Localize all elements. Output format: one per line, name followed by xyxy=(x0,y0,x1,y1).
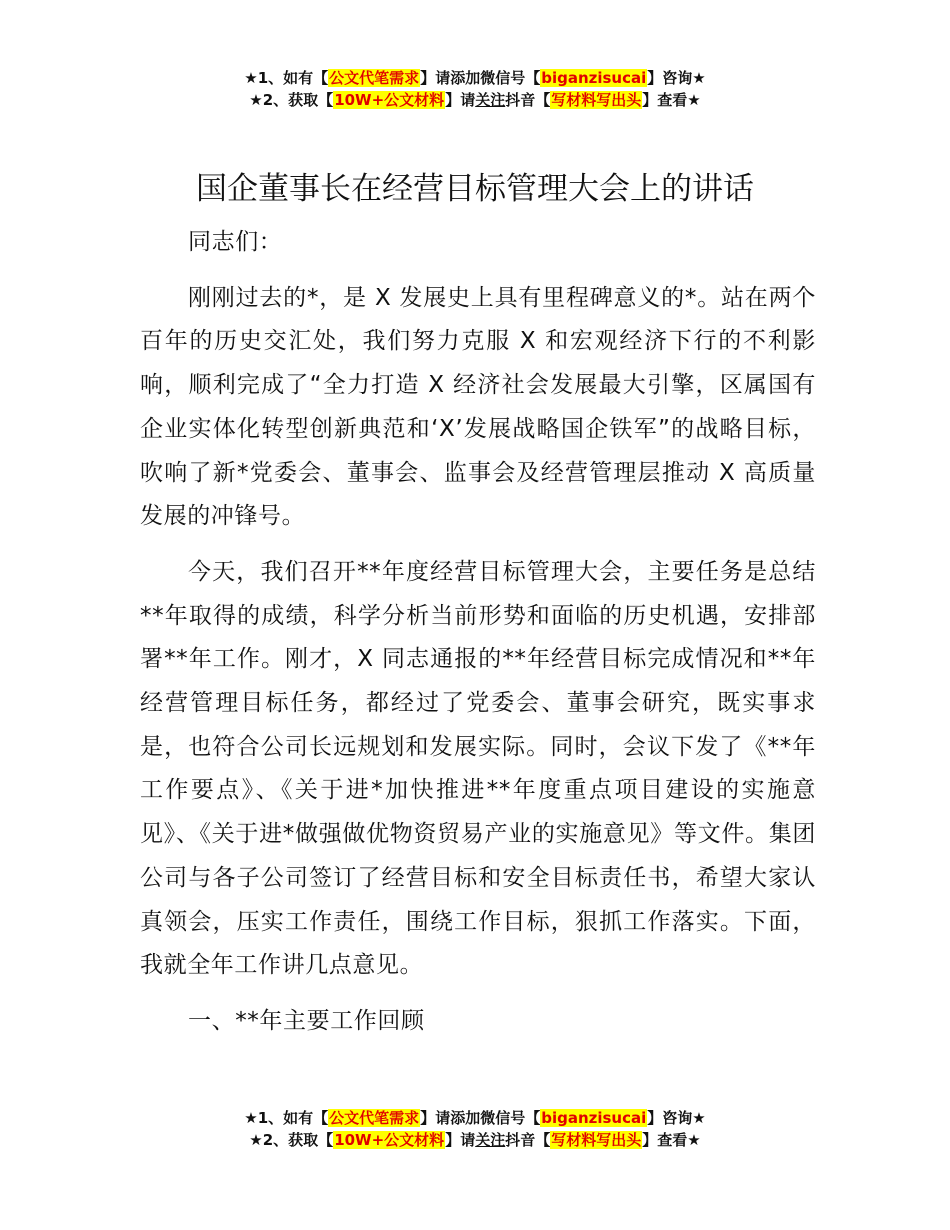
section-heading: 一、**年主要工作回顾 xyxy=(188,1007,425,1034)
banner-highlight: 10W+公文材料 xyxy=(334,1131,445,1149)
banner-text: ★2、获取【 xyxy=(249,1131,334,1149)
document-title: 国企董事长在经营目标管理大会上的讲话 xyxy=(196,171,754,207)
banner-text: 】请 xyxy=(445,1131,476,1149)
banner-text: ★1、如有【 xyxy=(244,1109,329,1127)
banner-line-1 xyxy=(0,1107,950,1129)
banner-text: ★1、如有【 xyxy=(244,69,329,87)
banner-highlight-wechat-id: biganzisucai xyxy=(541,69,647,87)
banner-text: 】咨询★ xyxy=(647,1109,706,1127)
banner-text: 抖音【 xyxy=(505,91,551,109)
banner-highlight-wechat-id: biganzisucai xyxy=(541,1109,647,1127)
banner-line-1 xyxy=(0,67,950,89)
banner-text: 】请添加微信号【 xyxy=(420,69,541,87)
banner-highlight-account: 写材料写出头 xyxy=(551,91,642,109)
banner-highlight: 公文代笔需求 xyxy=(329,1109,420,1127)
top-banner xyxy=(0,67,950,111)
banner-underlined-text: 关注 xyxy=(475,91,506,109)
banner-highlight-account: 写材料写出头 xyxy=(551,1131,642,1149)
banner-text: 】请 xyxy=(445,91,476,109)
banner-line-2 xyxy=(0,89,950,111)
document-body xyxy=(140,221,816,1044)
banner-text: 】咨询★ xyxy=(647,69,706,87)
banner-text: 抖音【 xyxy=(505,1131,551,1149)
banner-highlight: 公文代笔需求 xyxy=(329,69,420,87)
paragraph: 刚刚过去的*，是 X 发展史上具有里程碑意义的*。站在两个百年的历史交汇处，我们努力克服 X 和宏观经济下行的不利影响，顺利完成了“全力打造 X 经济社会发展最大引擎，区属国有企业实体化转型创新典范和‘X’发展战略国企铁军”的战略目标，吹响了新*党委会、董事会、监事会及经营管理层推动 X 高质量发展的冲锋号。 xyxy=(140,284,816,530)
banner-text: 】查看★ xyxy=(642,91,701,109)
banner-highlight: 10W+公文材料 xyxy=(334,91,445,109)
banner-text: 】请添加微信号【 xyxy=(420,1109,541,1127)
banner-text: ★2、获取【 xyxy=(249,91,334,109)
paragraph: 今天，我们召开**年度经营目标管理大会，主要任务是总结**年取得的成绩，科学分析当前形势和面临的历史机遇，安排部署**年工作。刚才，X 同志通报的**年经营目标完成情况和**年经营管理目标任务，都经过了党委会、董事会研究，既实事求是，也符合公司长远规划和发展实际。同时，会议下发了《**年工作要点》、《关于进*加快推进**年度重点项目建设的实施意见》、《关于进*做强做优物资贸易产业的实施意见》等文件。集团公司与各子公司签订了经营目标和安全目标责任书，希望大家认真领会，压实工作责任，围绕工作目标，狠抓工作落实。下面，我就全年工作讲几点意见。 xyxy=(140,558,816,979)
greeting: 同志们： xyxy=(188,229,283,255)
banner-text: 】查看★ xyxy=(642,1131,701,1149)
bottom-banner xyxy=(0,1107,950,1151)
banner-underlined-text: 关注 xyxy=(475,1131,506,1149)
banner-line-2 xyxy=(0,1129,950,1151)
